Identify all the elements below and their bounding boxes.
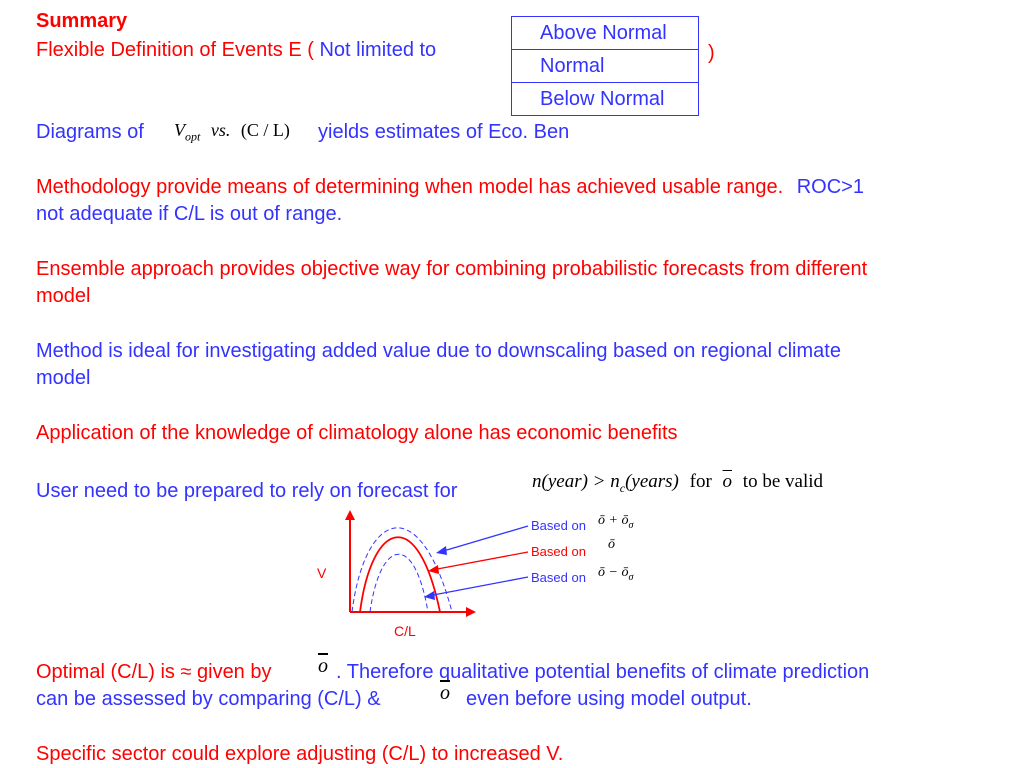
eq-mid: ō [608,537,615,552]
not-limited-to-text: Not limited to [319,39,437,61]
based-on-bot: Based on [531,570,586,585]
application-text: Application of the knowledge of climatology alone has economic benefits [36,422,678,444]
for-word: for [689,471,712,492]
compare-line1: can be assessed by comparing (C/L) & [36,688,381,710]
method-line1: Method is ideal for investigating added value due to downscaling based on regional climate [36,340,841,362]
diagram-y-label: V [317,565,327,581]
arrow-top-head [436,546,447,555]
diagrams-suffix: yields estimates of Eco. Ben [318,121,570,143]
optimal-therefore: . Therefore qualitative potential benefits of climate prediction [336,661,870,683]
optimal-text: Optimal (C/L) is ≈ given by [36,661,272,683]
roc-text: ROC>1 [796,176,864,198]
diagrams-prefix: Diagrams of [36,121,144,143]
y-axis-arrowhead [345,510,355,520]
vopt-v: V [174,120,185,140]
eq-top-text: ō + ō [598,513,629,528]
compare-line2: even before using model output. [466,688,752,710]
ensemble-line1: Ensemble approach provides objective way for combining probabilistic forecasts from different [36,258,868,280]
eq-top-sub: σ [628,519,634,531]
eq-bot [598,565,633,583]
n-year-math: n(year) > n [532,471,620,492]
eq-top [598,513,633,531]
arrow-top [440,526,528,552]
ensemble-line2: model [36,285,91,307]
methodology-line2: not adequate if C/L is out of range. [36,203,343,225]
to-be-valid: to be valid [742,471,823,492]
o-bar-math: $\overline{o}$ [722,471,733,492]
x-axis-arrowhead [466,607,476,617]
methodology-red: Methodology provide means of determining when model has achieved usable range. [36,176,784,198]
nc-sub: c [619,480,626,495]
compare-o-bar: $\overline{o}$ [440,682,450,704]
user-need-text: User need to be prepared to rely on forecast for [36,480,458,502]
curve-lower-dashed [370,554,428,612]
based-on-mid: Based on [531,544,586,559]
eq-bot-text: ō − ō [598,565,629,580]
based-on-top: Based on [531,518,586,533]
flexible-definition-prefix: Flexible Definition of Events E ( [36,39,314,61]
specific-text: Specific sector could explore adjusting (C/L) to increased V. [36,743,564,765]
event-above-normal: Above Normal [512,17,699,50]
vs-text: vs. [210,120,231,140]
cl-math: (C / L) [240,120,290,140]
event-below-normal: Below Normal [512,83,699,116]
eq-bot-sub: σ [628,571,634,583]
arrow-bot [428,577,528,596]
event-normal: Normal [512,50,699,83]
vopt-sub: opt [185,129,201,144]
closing-paren: ) [708,42,715,64]
diagram-x-label: C/L [394,623,416,639]
optimal-o-bar: $\overline{o}$ [318,655,328,677]
method-line2: model [36,367,91,389]
years-math: (years) [625,471,679,492]
summary-heading: Summary [36,10,128,32]
